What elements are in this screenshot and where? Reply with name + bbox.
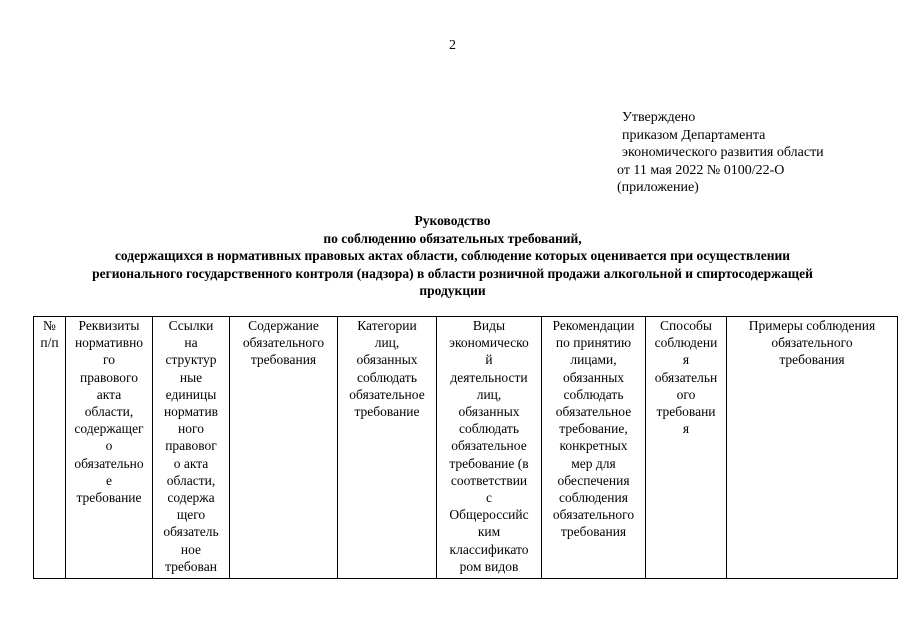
header-line: с <box>486 490 492 506</box>
header-line: ким <box>477 524 501 540</box>
header-line: о акта <box>173 455 209 471</box>
approval-line: экономического развития области <box>622 145 824 160</box>
header-line: ное <box>180 541 202 557</box>
header-line: соблюдать <box>459 421 519 437</box>
header-line: я <box>682 421 690 437</box>
title-line: содержащихся в нормативных правовых актах области, соблюдение которых оценивается при осуществлении <box>114 248 791 263</box>
header-line: требование (в <box>449 455 529 471</box>
header-line: обеспечения <box>557 472 630 488</box>
header-line: структур <box>165 352 217 368</box>
header-line: конкретных <box>559 438 628 454</box>
header-line: обязатель <box>163 524 219 540</box>
header-line: требован <box>165 558 217 574</box>
header-line: Содержание <box>248 318 319 333</box>
header-line: требования <box>779 352 845 368</box>
header-line: области, <box>166 472 216 488</box>
header-line: Категории <box>357 318 417 333</box>
header-line: Рекомендации <box>552 318 635 333</box>
approval-line: приказом Департамента <box>622 127 766 143</box>
header-line: норматив <box>163 404 219 420</box>
header-line: правового <box>80 369 138 385</box>
header-line: обязательного <box>242 335 325 351</box>
header-line: обязанных <box>458 404 520 420</box>
header-line: требование <box>76 490 142 506</box>
col-recommendations <box>542 317 646 579</box>
header-line: соблюдени <box>654 335 718 351</box>
header-line: Реквизиты <box>78 318 140 333</box>
approval-line: от 11 мая 2022 № 0100/22-О <box>617 162 785 178</box>
col-compliance-methods <box>646 317 727 579</box>
header-line: Общероссийс <box>449 507 529 523</box>
header-line: требование, <box>559 421 628 437</box>
header-line: го <box>103 352 115 368</box>
col-requirement-content <box>230 317 338 579</box>
header-line: п/п <box>40 335 59 351</box>
header-line: области, <box>84 404 134 420</box>
header-line: лицами, <box>570 352 617 368</box>
title-line: Руководство <box>414 213 491 228</box>
title-line: по соблюдению обязательных требований, <box>323 230 582 246</box>
requirements-table <box>33 316 898 579</box>
header-line: Ссылки <box>168 318 214 333</box>
table-header-row <box>34 317 898 579</box>
header-line: соответствии <box>450 472 528 488</box>
col-compliance-examples <box>727 317 898 579</box>
header-line: требования <box>560 524 627 540</box>
header-line: Способы <box>660 318 712 333</box>
header-line: ные <box>179 369 203 385</box>
document-title <box>0 212 905 300</box>
approval-line: (приложение) <box>617 180 699 195</box>
header-line: на <box>184 335 198 351</box>
header-line: обязательное <box>349 386 425 402</box>
col-number <box>34 317 66 579</box>
header-line: содержащег <box>74 421 144 437</box>
title-line: регионального государственного контроля (надзора) в области розничной продажи алкогольной и спиртосодержащей <box>92 265 813 281</box>
header-line: единицы <box>165 386 217 402</box>
header-line: экономическо <box>449 335 529 351</box>
col-structural-refs <box>153 317 230 579</box>
header-line: требование <box>354 404 420 420</box>
col-activity-types <box>437 317 542 579</box>
header-line: щего <box>176 507 206 523</box>
header-line: правовог <box>165 438 217 454</box>
header-line: обязанных <box>562 369 625 385</box>
header-line: обязанных <box>356 352 418 368</box>
header-line: соблюдения <box>559 490 628 506</box>
header-line: ого <box>676 386 696 402</box>
header-line: соблюдать <box>357 369 417 385</box>
header-line: Примеры соблюдения <box>748 318 876 333</box>
header-line: Виды <box>472 318 506 333</box>
header-line: й <box>485 352 493 368</box>
col-person-categories <box>338 317 437 579</box>
header-line: обязательн <box>654 369 718 385</box>
header-line: лиц, <box>476 386 502 402</box>
header-line: требования <box>250 352 317 368</box>
header-line: я <box>682 352 690 368</box>
header-line: о <box>105 438 113 454</box>
col-act-details <box>66 317 153 579</box>
approval-line: Утверждено <box>622 110 696 125</box>
header-line: е <box>106 472 112 488</box>
header-line: ного <box>178 421 204 437</box>
header-line: № <box>43 318 56 333</box>
title-line: продукции <box>419 283 486 298</box>
header-line: ром видов <box>459 558 519 574</box>
header-line: обязательного <box>552 507 635 523</box>
page-number: 2 <box>449 38 456 53</box>
approval-block <box>617 109 824 197</box>
header-line: требовани <box>656 404 716 420</box>
header-line: по принятию <box>555 335 632 351</box>
header-line: лиц, <box>374 335 400 351</box>
header-line: соблюдать <box>563 386 624 402</box>
header-line: деятельности <box>450 369 528 385</box>
header-line: классификато <box>449 541 529 557</box>
header-line: обязательное <box>451 438 527 454</box>
header-line: обязательного <box>771 335 853 351</box>
header-line: обязательно <box>74 455 144 471</box>
header-line: мер для <box>571 455 616 471</box>
header-line: нормативно <box>74 335 144 351</box>
header-line: содержа <box>167 490 215 506</box>
header-line: акта <box>96 386 122 402</box>
header-line: обязательное <box>555 404 632 420</box>
